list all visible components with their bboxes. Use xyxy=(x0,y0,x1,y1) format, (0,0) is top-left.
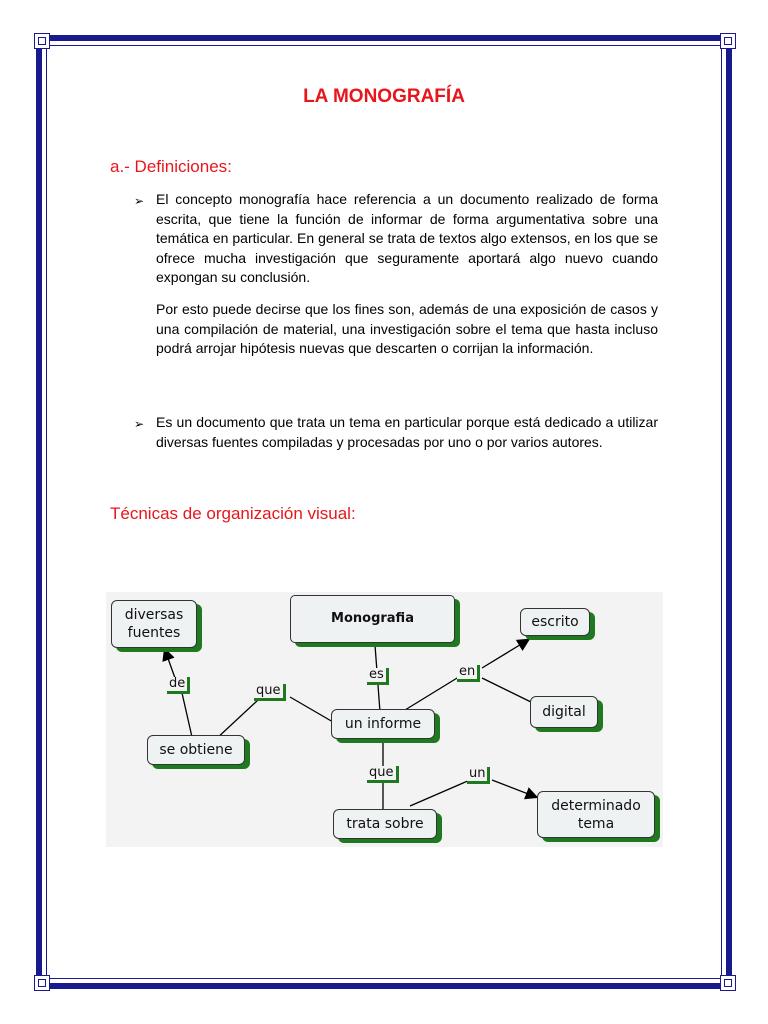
connector-informe-en xyxy=(405,675,462,710)
link-label-en: en xyxy=(457,665,480,682)
paragraph-definition-2: Por esto puede decirse que los fines son, además de una exposición de casos y una compilación de material, una investigación sobre el tema que hasta incluso podrá arrojar hipótesis nuevas que descarten o corrijan la información. xyxy=(156,301,658,357)
section-heading-tecnicas: Técnicas de organización visual: xyxy=(110,504,356,523)
connector-que-obtiene xyxy=(215,700,258,740)
connector-en-escrito xyxy=(482,640,528,668)
node-determinado-tema-line1: determinado xyxy=(551,797,641,814)
node-diversas-fuentes-line1: diversas xyxy=(124,607,184,623)
connector-obtiene-de xyxy=(182,693,192,737)
bullet-arrow-icon: ➢ xyxy=(134,194,145,208)
node-monografia: Monografia xyxy=(290,595,455,643)
connector-informe-que xyxy=(290,697,333,722)
node-escrito: escrito xyxy=(520,608,590,636)
node-un-informe: un informe xyxy=(331,709,435,739)
node-digital: digital xyxy=(530,696,598,728)
node-diversas-fuentes xyxy=(111,600,197,648)
link-label-que: que xyxy=(254,684,286,701)
node-determinado-tema-line2: tema xyxy=(577,815,615,832)
link-label-que-down: que xyxy=(367,766,399,783)
link-label-es: es xyxy=(367,668,389,685)
connector-en-digital xyxy=(482,678,535,704)
paragraph-definition-3: Es un documento que trata un tema en particular porque está dedicado a utilizar diversas fuentes compiladas y procesadas por uno o por varios autores. xyxy=(156,414,658,450)
bullet-arrow-icon: ➢ xyxy=(134,417,145,431)
connector-un-tema xyxy=(492,780,536,797)
document-title: LA MONOGRAFÍA xyxy=(303,86,465,107)
link-label-de: de xyxy=(167,677,190,694)
node-determinado-tema xyxy=(537,791,655,838)
node-se-obtiene: se obtiene xyxy=(147,735,245,765)
link-label-un: un xyxy=(467,767,490,784)
section-heading-definiciones: a.- Definiciones: xyxy=(110,157,232,176)
connector-trata-un xyxy=(410,780,470,806)
connector-de-fuentes xyxy=(165,650,175,678)
node-trata-sobre: trata sobre xyxy=(333,809,437,839)
paragraph-definition-1: El concepto monografía hace referencia a un documento realizado de forma escrita, que tiene la función de informar de forma argumentativa sobre una temática en particular. En general se trata de textos algo extensos, en los que se ofrece mucha investigación que seguramente aportará algo nuevo cuando expongan su conclusión. xyxy=(156,191,658,286)
node-diversas-fuentes-line2: fuentes xyxy=(127,625,181,641)
